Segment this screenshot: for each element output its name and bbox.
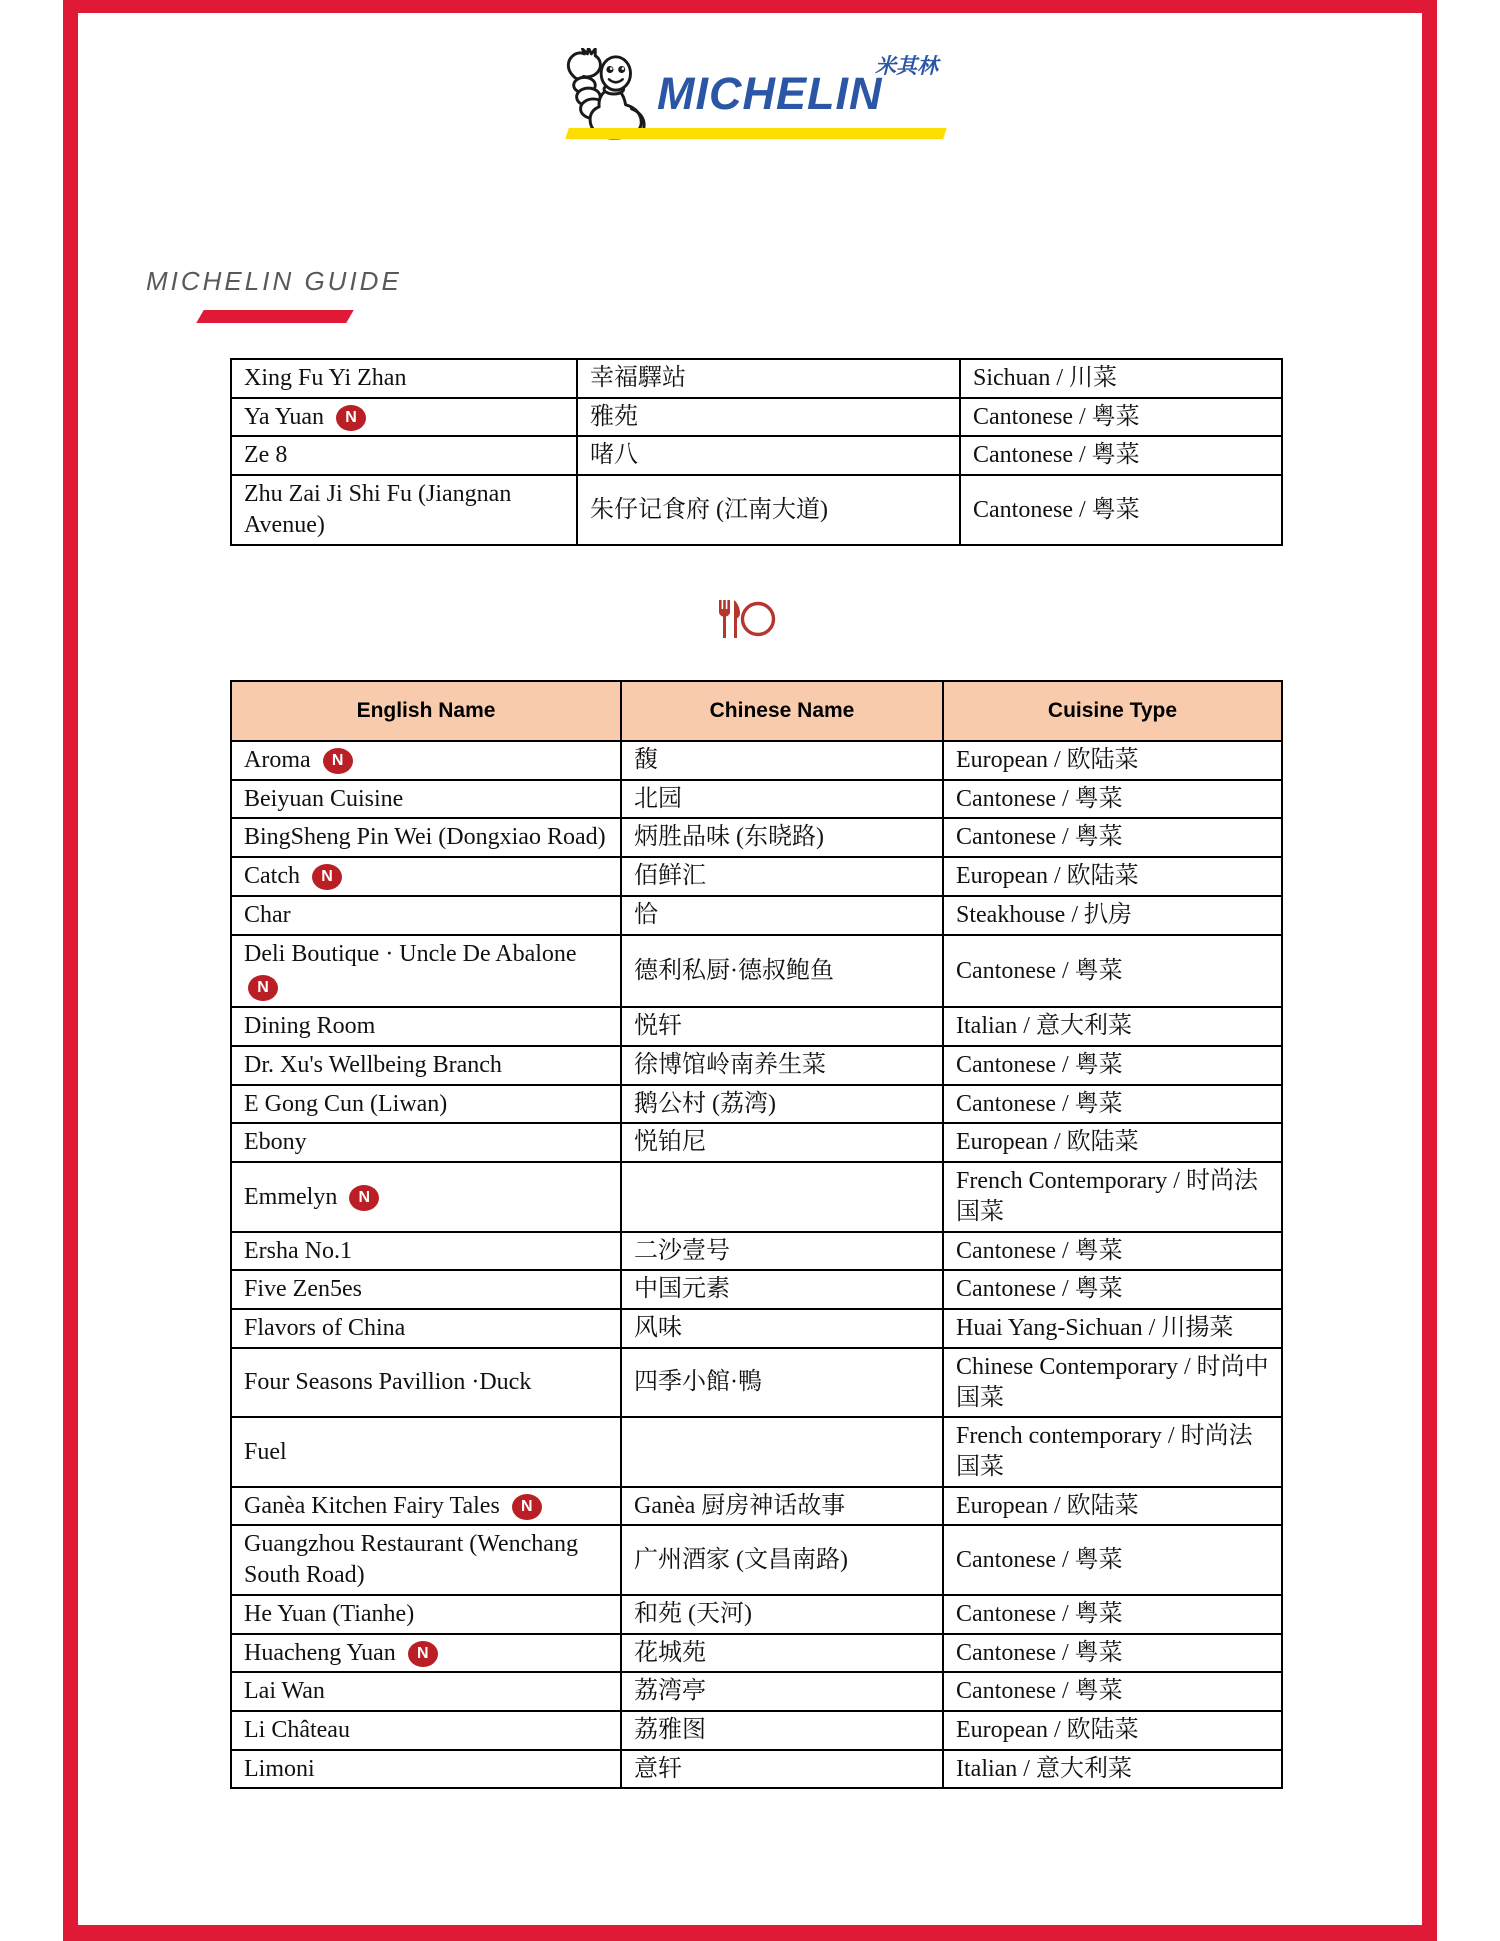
table-row (231, 398, 1282, 437)
english-name: Five Zen5es (244, 1276, 362, 1303)
english-name: Fuel (244, 1438, 287, 1465)
english-name: Four Seasons Pavillion ·Duck (244, 1369, 532, 1396)
new-badge (323, 748, 353, 774)
michelin-logo (553, 38, 963, 150)
english-name: Lai Wan (244, 1678, 325, 1705)
logo-yellow-underline (565, 128, 947, 139)
new-badge-letter: N (257, 979, 269, 997)
table-row (231, 1309, 1282, 1348)
table-row (231, 1085, 1282, 1124)
cuisine-type: Cantonese / 粤菜 (943, 1525, 1282, 1594)
guide-heading (146, 266, 402, 297)
english-name: E Gong Cun (Liwan) (244, 1090, 448, 1117)
michelin-wordmark: MICHELIN (657, 68, 883, 119)
new-badge-letter: N (321, 868, 333, 886)
table-row (231, 896, 1282, 935)
table-row (231, 741, 1282, 780)
chinese-name: 徐博馆岭南养生菜 (621, 1046, 943, 1085)
english-name: BingSheng Pin Wei (Dongxiao Road) (244, 824, 606, 851)
cuisine-type: Huai Yang-Sichuan / 川揚菜 (943, 1309, 1282, 1348)
new-badge (349, 1185, 379, 1211)
new-badge (408, 1641, 438, 1667)
column-header-cuisine-type: Cuisine Type (943, 681, 1282, 741)
english-name: He Yuan (Tianhe) (244, 1600, 415, 1627)
table-row (231, 1348, 1282, 1417)
cuisine-type: European / 欧陆菜 (943, 741, 1282, 780)
michelin-plate-icon (712, 594, 776, 644)
chinese-name: 佰鲜汇 (621, 857, 943, 896)
new-badge-letter: N (345, 408, 357, 426)
chinese-name (621, 1162, 943, 1231)
page-border-left (63, 0, 78, 1925)
table-row (231, 475, 1282, 544)
chinese-name: 中国元素 (621, 1270, 943, 1309)
cuisine-type: Cantonese / 粤菜 (943, 1672, 1282, 1711)
chinese-name: 德利私厨·德叔鲍鱼 (621, 935, 943, 1008)
new-badge (336, 405, 366, 431)
table-header-row (231, 681, 1282, 741)
chinese-name (621, 1417, 943, 1486)
new-badge-letter: N (331, 752, 344, 769)
table-row (231, 1672, 1282, 1711)
english-name: Flavors of China (244, 1315, 406, 1342)
cuisine-type: European / 欧陆菜 (943, 1487, 1282, 1526)
cuisine-type: Cantonese / 粤菜 (943, 1634, 1282, 1673)
chinese-name: 荔湾亭 (621, 1672, 943, 1711)
guide-title: MICHELIN GUIDE (146, 266, 402, 296)
restaurant-table-main-body (231, 741, 1282, 1788)
chinese-name: 广州酒家 (文昌南路) (621, 1525, 943, 1594)
table-row (231, 935, 1282, 1008)
chinese-name: Ganèa 厨房神话故事 (621, 1487, 943, 1526)
cuisine-type: Steakhouse / 扒房 (943, 896, 1282, 935)
new-badge-letter: N (416, 1644, 429, 1662)
cuisine-type: Cantonese / 粤菜 (960, 398, 1282, 437)
table-row (231, 818, 1282, 857)
new-badge (512, 1494, 542, 1520)
english-name: Char (244, 901, 291, 928)
cuisine-type: European / 欧陆菜 (943, 857, 1282, 896)
new-badge (312, 864, 342, 890)
table-row (231, 1046, 1282, 1085)
english-name: Li Château (244, 1716, 350, 1743)
english-name: Limoni (244, 1755, 315, 1782)
table-row (231, 359, 1282, 398)
cuisine-type: French Contemporary / 时尚法国菜 (943, 1162, 1282, 1231)
cuisine-type: Cantonese / 粤菜 (943, 1595, 1282, 1634)
table-row (231, 1525, 1282, 1594)
english-name: Beiyuan Cuisine (244, 785, 404, 812)
english-name: Deli Boutique · Uncle De Abalone (244, 940, 577, 967)
table-row (231, 857, 1282, 896)
chinese-name: 北园 (621, 780, 943, 819)
column-header-english-name: English Name (231, 681, 621, 741)
cuisine-type: Cantonese / 粤菜 (943, 780, 1282, 819)
table-row (231, 1123, 1282, 1162)
cuisine-type: European / 欧陆菜 (943, 1711, 1282, 1750)
column-header-chinese-name: Chinese Name (621, 681, 943, 741)
guide-red-underline (196, 310, 354, 323)
new-badge-letter: N (358, 1188, 371, 1206)
cuisine-type: Cantonese / 粤菜 (960, 475, 1282, 544)
cuisine-type: Sichuan / 川菜 (960, 359, 1282, 398)
chinese-name: 荔雅图 (621, 1711, 943, 1750)
table-row (231, 1711, 1282, 1750)
english-name: Ebony (244, 1129, 307, 1156)
new-badge-letter: N (521, 1497, 533, 1515)
chinese-name: 雅苑 (577, 398, 960, 437)
chinese-name: 花城苑 (621, 1634, 943, 1673)
chinese-name: 幸福驛站 (577, 359, 960, 398)
english-name: Ganèa Kitchen Fairy Tales (244, 1492, 500, 1519)
table-row (231, 780, 1282, 819)
chinese-name: 和苑 (天河) (621, 1595, 943, 1634)
cuisine-type: Cantonese / 粤菜 (960, 436, 1282, 475)
page-border-top (63, 0, 1437, 13)
cuisine-type: Cantonese / 粤菜 (943, 1046, 1282, 1085)
chinese-name: 鹅公村 (荔湾) (621, 1085, 943, 1124)
page-border-bottom (63, 1925, 1437, 1941)
chinese-name: 炳胜品味 (东晓路) (621, 818, 943, 857)
cuisine-type: Chinese Contemporary / 时尚中国菜 (943, 1348, 1282, 1417)
english-name: Xing Fu Yi Zhan (244, 365, 407, 391)
chinese-name: 悦铂尼 (621, 1123, 943, 1162)
restaurant-table-continued (230, 358, 1283, 546)
chinese-name: 风味 (621, 1309, 943, 1348)
chinese-name: 恰 (621, 896, 943, 935)
english-name: Ersha No.1 (244, 1237, 352, 1264)
cuisine-type: European / 欧陆菜 (943, 1123, 1282, 1162)
cuisine-type: Cantonese / 粤菜 (943, 1270, 1282, 1309)
cuisine-type: Italian / 意大利菜 (943, 1750, 1282, 1789)
english-name: Ya Yuan (244, 403, 325, 430)
page-border-right (1422, 0, 1437, 1925)
table-row (231, 1634, 1282, 1673)
cuisine-type: Cantonese / 粤菜 (943, 1085, 1282, 1124)
table-row (231, 1487, 1282, 1526)
table-row (231, 436, 1282, 475)
english-name: Catch (244, 863, 300, 890)
chinese-name: 朱仔记食府 (江南大道) (577, 475, 960, 544)
cuisine-type: French contemporary / 时尚法国菜 (943, 1417, 1282, 1486)
restaurant-table-main (230, 680, 1283, 1789)
english-name: Ze 8 (244, 442, 288, 469)
english-name: Guangzhou Restaurant (Wenchang South Road) (244, 1531, 578, 1589)
english-name: Dr. Xu's Wellbeing Branch (244, 1052, 502, 1079)
table-row (231, 1232, 1282, 1271)
english-name: Aroma (244, 747, 311, 773)
michelin-chinese-text: 米其林 (875, 55, 938, 78)
table-row (231, 1750, 1282, 1789)
table-row (231, 1270, 1282, 1309)
cuisine-type: Italian / 意大利菜 (943, 1007, 1282, 1046)
chinese-name: 二沙壹号 (621, 1232, 943, 1271)
table-row (231, 1595, 1282, 1634)
cuisine-type: Cantonese / 粤菜 (943, 818, 1282, 857)
new-badge (248, 975, 278, 1001)
chinese-name: 四季小館·鴨 (621, 1348, 943, 1417)
table-row (231, 1007, 1282, 1046)
table-row (231, 1417, 1282, 1486)
chinese-name: 悦轩 (621, 1007, 943, 1046)
english-name: Dining Room (244, 1013, 376, 1040)
chinese-name: 啫八 (577, 436, 960, 475)
chinese-name: 馥 (621, 741, 943, 780)
cuisine-type: Cantonese / 粤菜 (943, 935, 1282, 1008)
chinese-name: 意轩 (621, 1750, 943, 1789)
restaurant-table-continued-body (231, 359, 1282, 545)
english-name: Zhu Zai Ji Shi Fu (Jiangnan Avenue) (244, 481, 512, 538)
cuisine-type: Cantonese / 粤菜 (943, 1232, 1282, 1271)
table-row (231, 1162, 1282, 1231)
english-name: Huacheng Yuan (244, 1639, 396, 1666)
english-name: Emmelyn (244, 1183, 338, 1210)
